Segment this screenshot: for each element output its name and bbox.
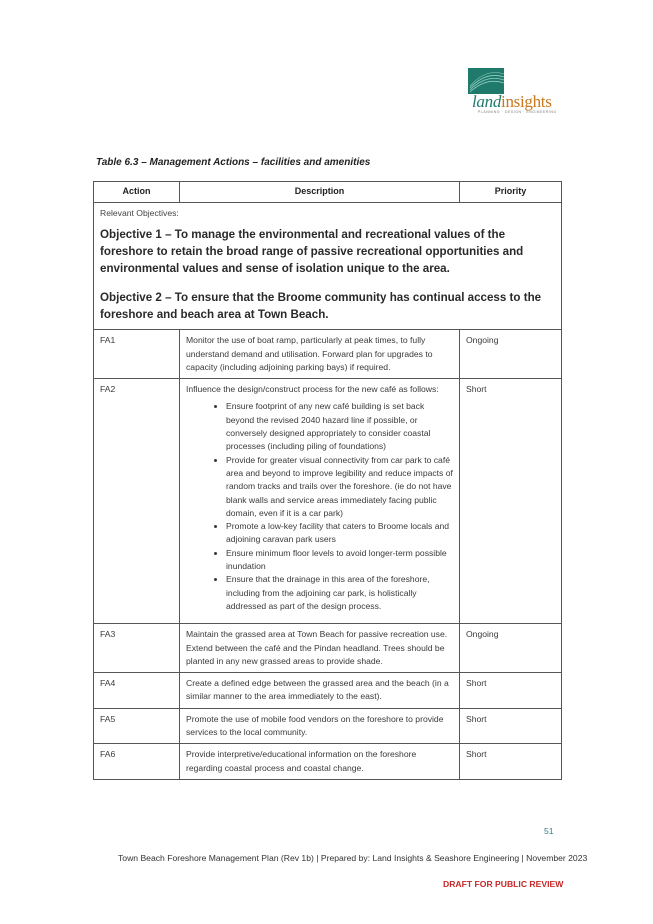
bullet-list: [186, 400, 453, 613]
action-code: FA1: [94, 330, 180, 379]
action-description: Provide interpretive/educational information on the foreshore regarding coastal process and coastal change.: [180, 744, 460, 780]
action-code: FA6: [94, 744, 180, 780]
draft-label: DRAFT FOR PUBLIC REVIEW: [443, 879, 564, 889]
action-description: Influence the design/construct process for the new café as follows:: [186, 384, 439, 395]
action-priority: Short: [460, 673, 562, 709]
header-description: Description: [180, 182, 460, 203]
action-description: Promote the use of mobile food vendors on the foreshore to provide services to the local community.: [180, 708, 460, 744]
table-caption: Table 6.3 – Management Actions – facilities and amenities: [96, 157, 371, 168]
action-description: Create a defined edge between the grassed area and the beach (in a similar manner to the area immediately to the east).: [180, 673, 460, 709]
action-description: Maintain the grassed area at Town Beach for passive recreation use. Extend between the café and the Pindan headland. Trees should be planted in any new grassed areas to provide shade.: [180, 624, 460, 673]
page-footer: Town Beach Foreshore Management Plan (Rev 1b) | Prepared by: Land Insights & Seashore Engineering | November 2023: [118, 853, 588, 863]
relevant-objectives-label: Relevant Objectives:: [100, 208, 179, 218]
bullet-item: • Provide for greater visual connectivity from car park to café area and beyond to improve legibility and reduce impacts of random tracks and trails over the foreshore. (ie do not have blank walls and service areas immediately facing public domain, even if it is a car park): [226, 454, 453, 520]
logo-wordmark: landinsights: [472, 92, 552, 111]
management-actions-table: [93, 181, 562, 780]
objectives-cell: [94, 203, 562, 330]
header-action: Action: [94, 182, 180, 203]
objective-2: Objective 2 – To ensure that the Broome community has continual access to the foreshore and beach area at Town Beach.: [100, 291, 542, 322]
header-priority: Priority: [460, 182, 562, 203]
table-row: [94, 708, 562, 744]
objectives-row: [94, 203, 562, 330]
land-insights-logo: [466, 66, 566, 116]
bullet-item: • Ensure that the drainage in this area of the foreshore, including from the adjoining car park, is holistically addressed as part of the design process.: [226, 573, 453, 613]
table-header-row: [94, 182, 562, 203]
table-row: [94, 379, 562, 624]
action-priority: Ongoing: [460, 624, 562, 673]
action-description: Monitor the use of boat ramp, particularly at peak times, to fully understand demand and utilisation. Forward plan for upgrades to capacity (including adjoining parking bays) if required.: [180, 330, 460, 379]
action-priority: Short: [460, 744, 562, 780]
action-code: FA3: [94, 624, 180, 673]
action-description-cell: [180, 379, 460, 624]
action-priority: Short: [460, 379, 562, 624]
action-code: FA4: [94, 673, 180, 709]
table-row: [94, 330, 562, 379]
action-code: FA5: [94, 708, 180, 744]
action-priority: Short: [460, 708, 562, 744]
action-priority: Ongoing: [460, 330, 562, 379]
table-row: [94, 673, 562, 709]
table-row: [94, 744, 562, 780]
action-code: FA2: [94, 379, 180, 624]
logo-tagline: PLANNING · DESIGN · ENGINEERING: [478, 110, 557, 114]
bullet-item: • Ensure minimum floor levels to avoid longer-term possible inundation: [226, 547, 453, 574]
page-number: 51: [544, 826, 554, 836]
objective-1: Objective 1 – To manage the environmental and recreational values of the foreshore to retain the broad range of passive recreational opportunities and environmental values and sense of isolation unique to the area.: [100, 228, 524, 276]
bullet-item: • Promote a low-key facility that caters to Broome locals and adjoining caravan park users: [226, 520, 453, 547]
table-row: [94, 624, 562, 673]
bullet-item: • Ensure footprint of any new café building is set back beyond the revised 2040 hazard line if possible, or conversely designed appropriately to consider coastal processes (including piling of foundations): [226, 400, 453, 453]
